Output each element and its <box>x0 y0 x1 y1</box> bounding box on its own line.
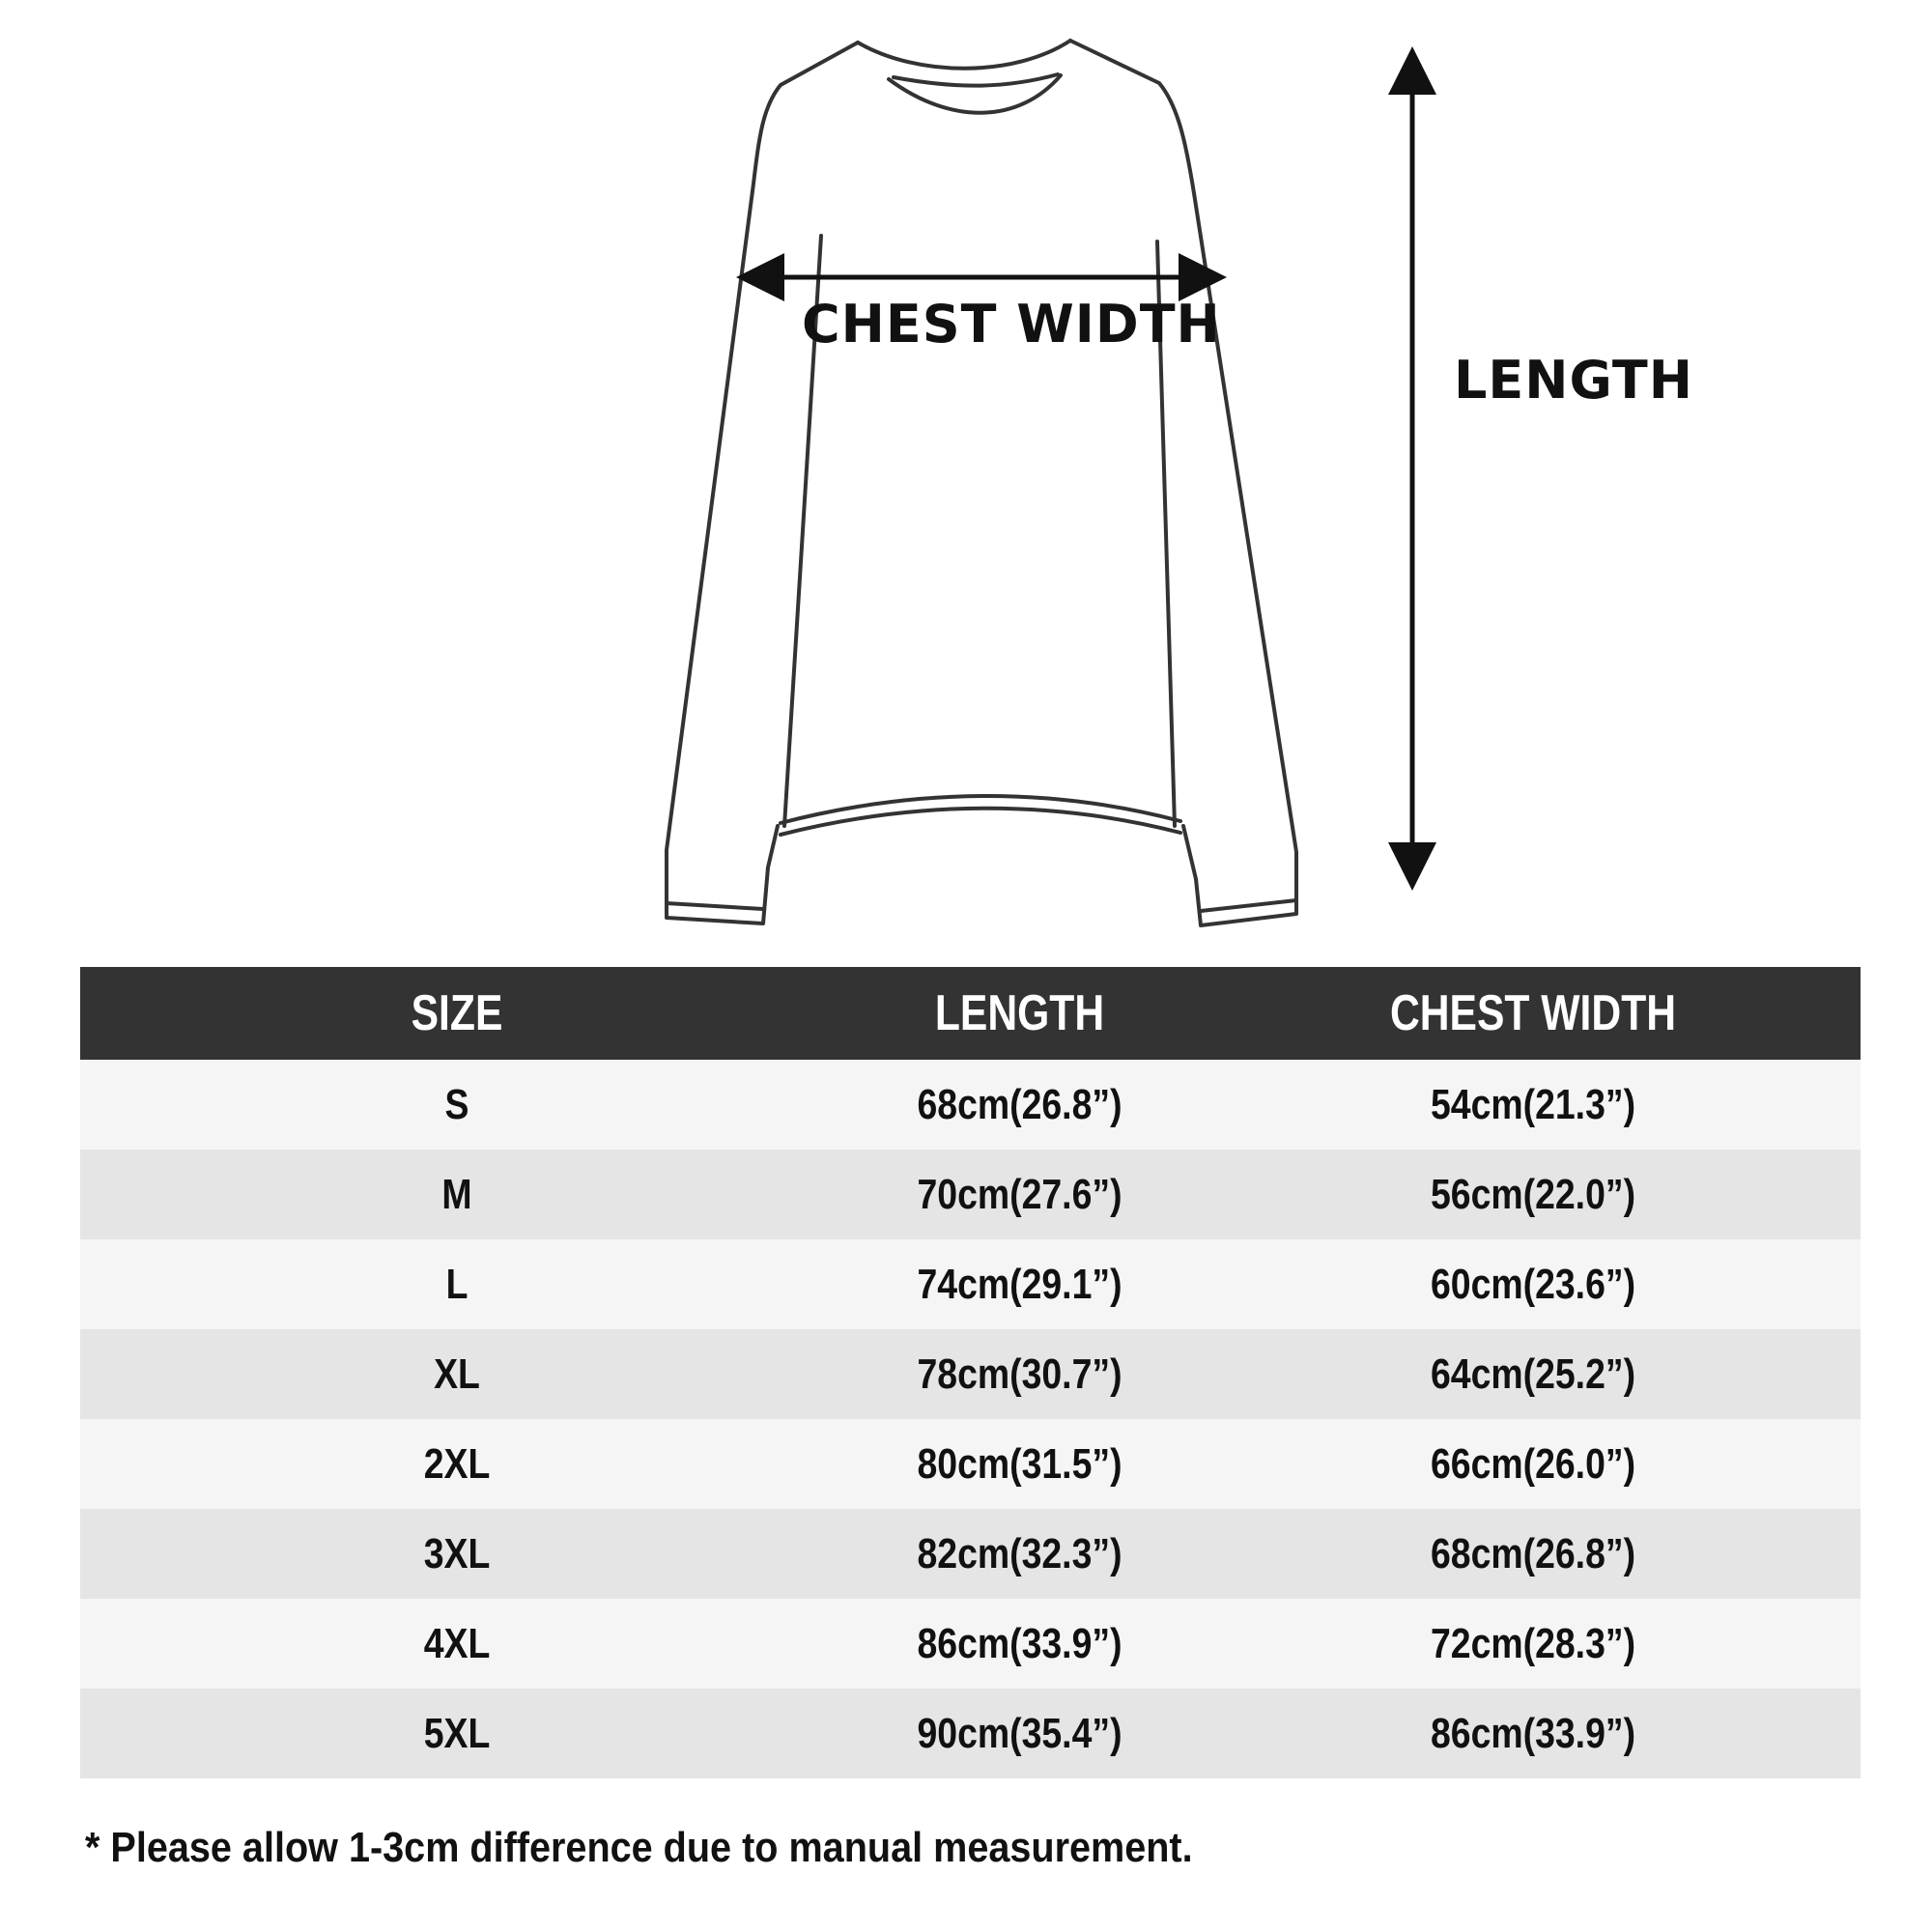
right-sleeve-outline <box>1070 41 1296 925</box>
table-row <box>80 1150 1861 1239</box>
chest-width-cell: 60cm(23.6”) <box>1430 1260 1636 1308</box>
table-row <box>80 1599 1861 1689</box>
garment-diagram <box>0 0 1932 947</box>
table-row <box>80 1060 1861 1150</box>
left-sleeve-outline <box>667 43 858 923</box>
size-cell: 4XL <box>423 1619 491 1667</box>
header-chest-width: CHEST WIDTH <box>1389 985 1677 1041</box>
length-cell: 86cm(33.9”) <box>917 1619 1122 1667</box>
sweatshirt-body <box>667 41 1296 925</box>
header-size: SIZE <box>411 985 503 1041</box>
size-cell: 2XL <box>423 1439 491 1488</box>
size-cell: L <box>445 1260 469 1308</box>
chest-width-cell: 54cm(21.3”) <box>1430 1080 1636 1128</box>
length-cell: 90cm(35.4”) <box>917 1709 1122 1757</box>
length-cell: 82cm(32.3”) <box>917 1529 1122 1577</box>
size-cell: S <box>444 1080 469 1128</box>
neckline-inner-top <box>894 74 1058 86</box>
size-cell: 5XL <box>423 1709 491 1757</box>
length-cell: 68cm(26.8”) <box>917 1080 1122 1128</box>
size-cell: M <box>441 1170 472 1218</box>
length-cell: 70cm(27.6”) <box>917 1170 1122 1218</box>
size-cell: XL <box>434 1350 480 1398</box>
neckline-outer <box>858 41 1070 69</box>
table-row <box>80 1419 1861 1509</box>
size-chart-header <box>80 967 1861 1060</box>
size-cell: 3XL <box>423 1529 491 1577</box>
length-cell: 80cm(31.5”) <box>917 1439 1122 1488</box>
measurement-note: * Please allow 1-3cm difference due to manual measurement. <box>85 1824 1193 1871</box>
sweatshirt-outline-drawing <box>0 0 1932 947</box>
table-row <box>80 1239 1861 1329</box>
chest-width-cell: 64cm(25.2”) <box>1430 1350 1636 1398</box>
left-cuff-line <box>667 903 763 909</box>
length-cell: 78cm(30.7”) <box>917 1350 1122 1398</box>
header-length: LENGTH <box>934 985 1105 1041</box>
size-chart-body <box>80 1060 1861 1778</box>
chest-width-cell: 72cm(28.3”) <box>1430 1619 1636 1667</box>
hem-bottom <box>781 809 1180 835</box>
length-label: LENGTH <box>1454 350 1693 411</box>
chest-width-cell: 68cm(26.8”) <box>1430 1529 1636 1577</box>
chest-width-label: CHEST WIDTH <box>802 294 1221 355</box>
chest-width-cell: 86cm(33.9”) <box>1430 1709 1636 1757</box>
table-row <box>80 1689 1861 1778</box>
header-row <box>80 967 1861 1060</box>
chest-width-cell: 66cm(26.0”) <box>1430 1439 1636 1488</box>
table-row <box>80 1329 1861 1419</box>
chest-width-cell: 56cm(22.0”) <box>1430 1170 1636 1218</box>
table-row <box>80 1509 1861 1599</box>
right-cuff-line <box>1201 900 1296 911</box>
size-chart-table <box>80 967 1861 1778</box>
length-cell: 74cm(29.1”) <box>917 1260 1122 1308</box>
